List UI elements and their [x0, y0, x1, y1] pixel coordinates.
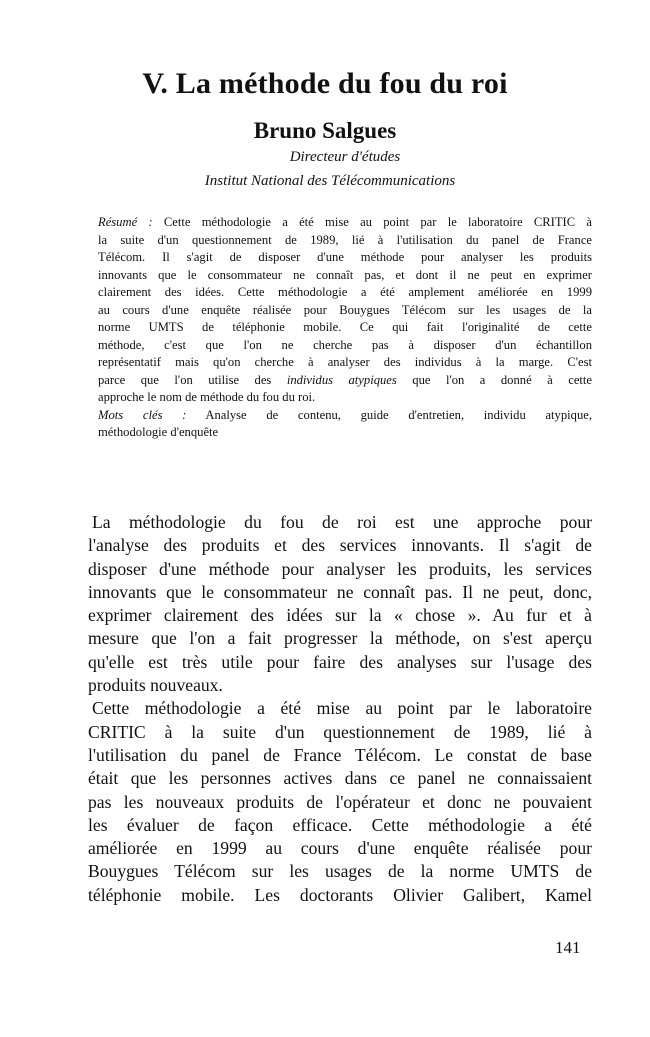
abstract-line: norme UMTS de téléphonie mobile. Ce qui fait l'originalité de cette: [98, 320, 592, 334]
paragraph-2-line: Cette méthodologie a été mise au point par le laboratoire: [92, 698, 592, 719]
paragraph-1-line: La méthodologie du fou de roi est une approche pour: [92, 512, 592, 532]
abstract: [98, 214, 592, 442]
paragraph-2-line: les évaluer de façon efficace. Cette méthodologie a été: [88, 814, 592, 835]
emphasis: individus atypiques: [286, 372, 397, 387]
paragraph-2-line: téléphonie mobile. Les doctorants Olivier Galibert, Kamel: [88, 884, 592, 905]
abstract-line: Résumé : Cette méthodologie a été mise au point par le laboratoire CRITIC à: [98, 215, 592, 229]
keywords-line: Mots clés : Analyse de contenu, guide d'entretien, individu atypique,: [98, 407, 592, 422]
paragraph-1-line: qu'elle est très utile pour faire des analyses sur l'usage des: [88, 651, 592, 672]
abstract-line: méthode, c'est que l'on ne cherche pas à disposer d'un échantillon: [98, 337, 592, 352]
author-role: Directeur d'études: [289, 149, 401, 165]
paragraph-1-line: l'analyse des produits et des services innovants. Il s'agit de: [88, 535, 592, 556]
author-name: Bruno Salgues: [253, 118, 397, 143]
keywords-label: Mots clés :: [98, 407, 187, 422]
abstract-line: Télécom. Il s'agit de disposer d'une méthode pour analyser les produits: [98, 250, 592, 264]
abstract-line: la suite d'un questionnement de 1989, lié à l'utilisation du panel de France: [98, 232, 592, 247]
abstract-line: innovants que le consommateur ne connaît pas, et dont il ne peut en exprimer: [98, 267, 592, 282]
abstract-line: parce que l'on utilise des individus atypiques que l'on a donné à cette: [98, 372, 592, 387]
paragraph-1-line: exprimer clairement des idées sur la « chose ». Au fur et à: [88, 605, 592, 626]
paragraph-2-line: était que les personnes actives dans ce panel ne connaissaient: [88, 768, 592, 789]
author-institution: Institut National des Télécommunications: [204, 173, 456, 189]
paragraph-2-line: l'utilisation du panel de France Télécom. Le constat de base: [88, 744, 592, 765]
paragraph-1-line: innovants que le consommateur ne connaît pas. Il ne peut, donc,: [88, 581, 592, 602]
abstract-line: clairement des idées. Cette méthodologie a été amplement améliorée en 1999: [98, 285, 592, 299]
chapter-title: V. La méthode du fou du roi: [142, 67, 508, 100]
body-text: [88, 511, 592, 907]
paragraph-1-line: disposer d'une méthode pour analyser les produits, les services: [88, 558, 592, 579]
paragraph-2-line: améliorée en 1999 au cours d'une enquête réalisée pour: [88, 838, 592, 859]
paragraph-2-line: Bouygues Télécom sur les usages de la norme UMTS de: [88, 861, 592, 882]
page-number: 141: [555, 938, 581, 957]
abstract-line: au cours d'une enquête réalisée pour Bouygues Télécom sur les usages de la: [98, 302, 592, 317]
paragraph-1-line: mesure que l'on a fait progresser la méthode, on s'est aperçu: [88, 628, 592, 649]
abstract-line: représentatif mais qu'on cherche à analyser des individus à la marge. C'est: [98, 355, 592, 369]
keywords-line: méthodologie d'enquête: [98, 425, 219, 439]
paragraph-2-line: pas les nouveaux produits de l'opérateur et donc ne pouvaient: [88, 791, 592, 812]
paragraph-1-line: produits nouveaux.: [88, 675, 223, 696]
abstract-label: Résumé :: [98, 215, 153, 229]
paragraph-2-line: CRITIC à la suite d'un questionnement de 1989, lié à: [88, 721, 592, 742]
abstract-line: approche le nom de méthode du fou du roi.: [98, 390, 316, 404]
